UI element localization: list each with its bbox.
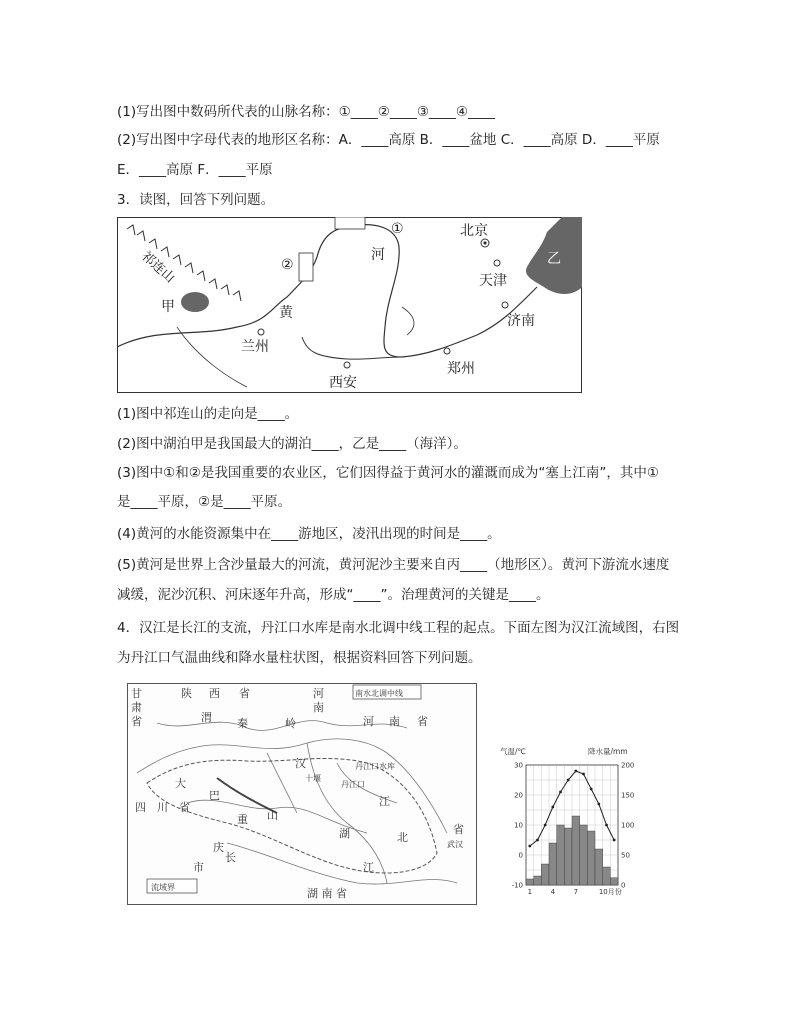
ytick-left: -10 — [511, 881, 523, 890]
temperature-point — [528, 845, 531, 848]
q2-line2: (2)写出图中字母代表的地形区名称：A．____高原 B．____盆地 C．____高原 D．____平原 — [117, 132, 660, 148]
south-north-legend: 南水北调中线 — [355, 689, 403, 698]
label-jiang2: 江 — [363, 861, 374, 874]
label-qin: 秦 — [237, 717, 248, 730]
label-gan: 甘 — [131, 687, 142, 700]
ytick-right: 150 — [621, 791, 635, 800]
label-da: 大 — [175, 777, 186, 790]
temperature-point — [567, 779, 570, 782]
ytick-right: 200 — [621, 761, 635, 770]
jia-label: 甲 — [161, 299, 175, 315]
label-wei: 渭 — [201, 711, 212, 724]
label-chang: 长 — [225, 851, 236, 864]
lanzhou-dot — [258, 329, 264, 335]
label-xi: 西 — [209, 687, 220, 700]
label-sheng: 省 — [131, 715, 142, 728]
temperature-point — [582, 773, 585, 776]
ytick-left: 30 — [514, 761, 523, 770]
q2-line1: (1)写出图中数码所代表的山脉名称：①____②____③____④____ — [117, 104, 496, 120]
lanzhou-label: 兰州 — [241, 339, 269, 355]
ylabel-right: 降水量/mm — [588, 747, 628, 756]
label-chong: 重 — [237, 813, 248, 826]
q3-s2: (2)图中湖泊甲是我国最大的湖泊____，乙是____（海洋）。 — [117, 436, 467, 452]
label-shi2: 市 — [193, 861, 204, 874]
label-legend: 流域界 — [151, 883, 175, 892]
ytick-left: 20 — [514, 791, 523, 800]
temperature-point — [544, 824, 547, 827]
label-he-top: 河 — [313, 687, 324, 700]
ytick-left: 0 — [518, 851, 523, 860]
q3-s5a: (5)黄河是世界上含沙量最大的河流，黄河泥沙主要来自丙____（地形区）。黄河下游流水速度 — [117, 557, 670, 573]
label-sheng3: 省 — [453, 823, 464, 836]
q4-l1: 4．汉江是长江的支流，丹江口水库是南水北调中线工程的起点。下面左图为汉江流域图，右图 — [117, 620, 680, 636]
zhengzhou-label: 郑州 — [447, 361, 475, 377]
xian-dot — [344, 362, 350, 368]
q3-s5b: 减缓，泥沙沉积、河床逐年升高，形成“____”。治理黄河的关键是____。 — [117, 587, 550, 603]
q3-s3b: 是____平原，②是____平原。 — [117, 494, 292, 510]
label-sichuan-chuan: 川 — [157, 801, 168, 814]
label-jiang: 江 — [379, 795, 390, 808]
jinan-dot — [502, 302, 508, 308]
temperature-point — [605, 824, 608, 827]
danjiangkou-climate-chart — [500, 745, 640, 905]
q3-s3a: (3)图中①和②是我国重要的农业区，它们因得益于黄河水的灌溉而成为“塞上江南”，其中① — [117, 465, 659, 481]
precip-bar — [580, 825, 588, 885]
label-danjiang-reservoir: 丹江口水库 — [355, 762, 395, 771]
hetao-plain-symbol — [299, 253, 313, 281]
huang-label: 黄 — [279, 305, 293, 321]
precip-bar — [595, 849, 603, 885]
label-henan-sheng: 省 — [417, 715, 428, 728]
jinan-label: 济南 — [507, 313, 535, 329]
marker-2: ② — [281, 257, 294, 273]
xtick: 7 — [573, 888, 579, 896]
label-sichuan-si: 四 — [135, 801, 146, 814]
label-henan-nan: 南 — [389, 715, 400, 728]
ytick-left: 10 — [514, 821, 523, 830]
label-wuhan: 武汉 — [447, 840, 463, 849]
precip-bar — [549, 843, 557, 885]
beijing-label: 北京 — [460, 223, 488, 239]
ylabel-left: 气温/℃ — [500, 747, 526, 756]
temperature-point — [551, 806, 554, 809]
q2-line3: E．____高原 F．____平原 — [117, 162, 273, 178]
precip-bar — [603, 867, 611, 885]
q4-l2: 为丹江口气温曲线和降水量柱状图，根据资料回答下列问题。 — [117, 650, 482, 666]
label-shaan: 陕 — [181, 687, 192, 700]
label-danjiangkou: 丹江口 — [341, 780, 365, 789]
precip-bar — [610, 878, 618, 885]
label-henan-he: 河 — [363, 715, 374, 728]
label-ling: 岭 — [285, 717, 296, 730]
label-su: 肃 — [131, 701, 142, 714]
ytick-right: 50 — [621, 851, 630, 860]
yi-label: 乙 — [547, 251, 561, 267]
precip-bar — [541, 864, 549, 885]
precip-bar — [572, 816, 580, 885]
label-bei: 北 — [397, 831, 408, 844]
label-he-q: 南 — [313, 701, 324, 714]
q3-title: 3．读图，回答下列问题。 — [117, 192, 275, 208]
precip-bar — [557, 825, 565, 885]
ytick-right: 0 — [621, 881, 626, 890]
label-sichuan-sheng: 省 — [179, 801, 190, 814]
tianjin-label: 天津 — [479, 273, 507, 289]
label-han: 汉 — [295, 757, 306, 770]
yellow-river-map — [117, 217, 582, 393]
label-shiyan: 十堰 — [305, 774, 321, 783]
hanjiang-basin-map — [127, 683, 477, 905]
precip-bar — [534, 876, 542, 885]
marker-1: ① — [391, 221, 404, 237]
label-shan: 山 — [267, 809, 278, 822]
xian-label: 西安 — [329, 375, 357, 391]
precip-bar — [564, 828, 572, 885]
label-qing: 庆 — [213, 841, 224, 854]
label-sheng2: 省 — [239, 687, 250, 700]
label-hu: 湖 — [339, 827, 350, 840]
tianjin-dot — [494, 260, 500, 266]
temperature-point — [536, 839, 539, 842]
precip-bar — [526, 879, 534, 885]
temperature-point — [597, 803, 600, 806]
precip-bar — [587, 831, 595, 885]
qinghai-lake — [181, 292, 209, 312]
xtick: 4 — [550, 888, 556, 896]
label-ba: 巴 — [209, 789, 220, 802]
q3-s1: (1)图中祁连山的走向是____。 — [117, 406, 299, 422]
zhengzhou-dot — [444, 348, 450, 354]
xtick: 1 — [527, 888, 533, 896]
temperature-point — [613, 839, 616, 842]
label-hunan: 湖 南 省 — [307, 887, 347, 900]
ningxia-plain-symbol — [335, 217, 365, 229]
temperature-point — [574, 770, 577, 773]
xtick: 10月份 — [598, 888, 622, 896]
q3-s4: (4)黄河的水能资源集中在____游地区，凌汛出现的时间是____。 — [117, 526, 501, 542]
qilian-label: 祁连山 — [138, 248, 178, 287]
temperature-point — [590, 788, 593, 791]
he-label: 河 — [371, 247, 385, 263]
ytick-right: 100 — [621, 821, 635, 830]
temperature-point — [559, 791, 562, 794]
